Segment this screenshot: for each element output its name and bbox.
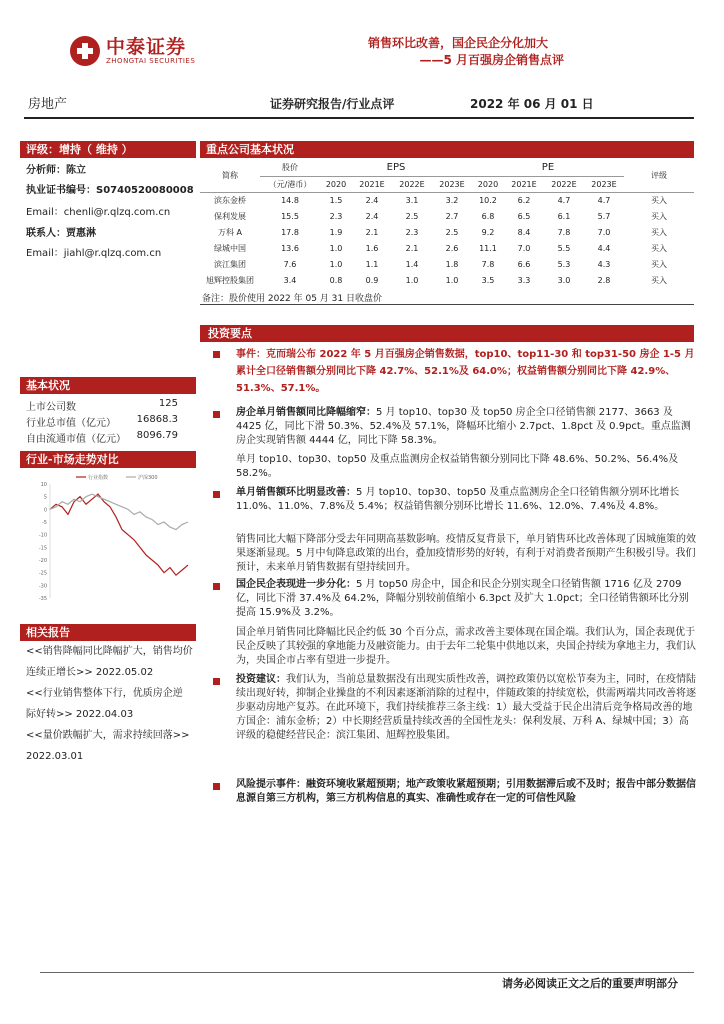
- cert-label: 执业证书编号：: [26, 185, 96, 196]
- logo-mark-icon: [70, 36, 100, 66]
- advice-label: 投资建议：: [236, 674, 286, 685]
- contact-label: 联系人：: [26, 228, 66, 239]
- contact-name: 贾惠淋: [66, 228, 96, 239]
- cell-pe: 4.7: [557, 195, 571, 205]
- cell-eps: 0.9: [365, 275, 379, 285]
- cell-price: 3.4: [283, 275, 297, 285]
- related-report-link[interactable]: <<行业销售整体下行，优质房企逆: [26, 688, 183, 699]
- trend-chart-svg: [26, 470, 194, 610]
- year-header: 2023E: [584, 176, 624, 192]
- year-header: 2020: [472, 176, 504, 192]
- cell-eps: 1.0: [329, 259, 343, 269]
- cell-eps: 2.1: [365, 227, 379, 237]
- report-date: 2022 年 06 月 01 日: [470, 97, 594, 111]
- event-label: 事件：: [236, 349, 266, 360]
- legend-label: 行业指数: [88, 475, 109, 481]
- bullet-icon: [213, 783, 220, 790]
- cell-eps: 1.0: [329, 243, 343, 253]
- cell-rating: 买入: [651, 259, 667, 269]
- cell-eps: 3.2: [445, 195, 459, 205]
- bullet-icon: [213, 351, 220, 358]
- yoy-paragraph: [236, 406, 696, 448]
- y-tick-label: 10: [40, 482, 47, 488]
- cell-price: 7.6: [283, 259, 297, 269]
- cell-pe: 10.2: [479, 195, 497, 205]
- sector-label: 房地产: [28, 97, 68, 112]
- cell-eps: 2.7: [445, 211, 459, 221]
- legend-label: 沪深300: [138, 475, 158, 481]
- cell-eps: 1.1: [365, 259, 379, 269]
- related-report-link[interactable]: 际好转>> 2022.04.03: [26, 709, 134, 720]
- col-price-unit: （元/港币）: [260, 176, 320, 192]
- cell-name: 万科 A: [217, 227, 242, 237]
- rating-bar: 评级：增持（ 维持 ）: [20, 141, 196, 158]
- bullet-icon: [213, 491, 220, 498]
- col-eps: EPS: [320, 160, 472, 176]
- analyst-line: [26, 164, 86, 178]
- year-header: 2022E: [392, 176, 432, 192]
- cell-pe: 6.6: [517, 259, 531, 269]
- cell-eps: 1.5: [329, 195, 343, 205]
- mom-paragraph-2: 销售同比大幅下降部分受去年同期高基数影响。疫情反复背景下，单月销售环比改善体现了因城施策的效果逐渐显现。5 月中旬降息政策的出台，叠加疫情形势的好转，有利于对消费者预期产生积极引导。我们预计，未来单月销售数据有望持续回升。: [236, 534, 696, 573]
- y-tick-label: -10: [38, 532, 47, 539]
- related-report-link[interactable]: <<量价跌幅扩大，需求持续回落>>: [26, 730, 190, 741]
- risk-label: 风险提示事件：: [236, 779, 306, 790]
- cell-rating: 买入: [651, 195, 667, 205]
- cell-eps: 2.5: [445, 227, 459, 237]
- cell-pe: 7.8: [481, 259, 495, 269]
- yoy-paragraph-2: 单月 top10、top30、top50 及重点监测房企权益销售额分别同比下降 48.6%、50.2%、56.4%及 58.2%。: [236, 454, 679, 479]
- cell-pe: 6.8: [481, 211, 495, 221]
- cell-name: 旭辉控股集团: [206, 275, 254, 285]
- cell-eps: 2.4: [365, 195, 379, 205]
- cell-price: 14.8: [281, 195, 299, 205]
- cell-name: 绿城中国: [214, 243, 246, 253]
- mom-paragraph: [236, 486, 696, 514]
- related-report-link[interactable]: 连续正增长>> 2022.05.02: [26, 667, 154, 678]
- bullet-icon: [213, 583, 220, 590]
- cell-pe: 4.3: [597, 259, 611, 269]
- event-paragraph: [236, 346, 696, 397]
- yoy-text: 5 月 top10、top30 及 top50 房企全口径销售额 2177、3663 及 4425 亿，同比下滑 50.3%、52.4%及 57.1%，降幅环比缩小 2.7pct、1.8pct 及 0.9pct。重点监测房企实现销售额 4444 亿，同比下降 58.3%。: [236, 407, 691, 446]
- cert-line: [26, 184, 194, 198]
- cell-eps: 1.0: [405, 275, 419, 285]
- soe-text: 5 月 top50 房企中，国企和民企分别实现全口径销售额 1716 亿及 2709 亿，同比下滑 37.4%及 64.2%，降幅分别较前值缩小 6.3pct 及扩大 1.0pct；全口径销售额环比分别提高 15.9%及 3.2%。: [236, 579, 689, 618]
- table-divider: [200, 304, 694, 305]
- cell-pe: 9.2: [481, 227, 495, 237]
- cell-eps: 1.4: [405, 259, 419, 269]
- y-tick-label: -20: [38, 558, 47, 564]
- stat-row: [26, 414, 178, 429]
- cell-rating: 买入: [651, 243, 667, 253]
- col-price: 股价: [260, 160, 320, 176]
- cell-eps: 1.8: [445, 259, 459, 269]
- year-header: 2021E: [352, 176, 392, 192]
- table-row: [200, 208, 694, 224]
- advice-paragraph: [236, 673, 696, 743]
- stat-value: 8096.79: [136, 430, 178, 441]
- y-tick-label: 5: [43, 494, 47, 501]
- cell-eps: 2.5: [405, 211, 419, 221]
- y-tick-label: -5: [42, 520, 47, 526]
- trend-chart: [26, 470, 194, 610]
- soe-paragraph-2: 国企单月销售同比降幅比民企约低 30 个百分点，需求改善主要体现在国企端。我们认为，国企表现优于民企反映了其较强的拿地能力及融资能力。由于去年二轮集中供地以来，央国企持续为拿地主力，我们认为，央国企市占率有望进一步提升。: [236, 627, 696, 666]
- header-divider: [24, 117, 694, 119]
- logo-en: ZHONGTAI SECURITIES: [106, 57, 196, 65]
- cell-eps: 1.9: [329, 227, 343, 237]
- email-analyst[interactable]: Email：chenli@r.qlzq.com.cn: [26, 207, 171, 218]
- soe-label: 国企民企表现进一步分化：: [236, 579, 356, 590]
- y-tick-label: 0: [43, 507, 47, 514]
- cell-pe: 3.0: [557, 275, 571, 285]
- cell-pe: 4.4: [597, 243, 611, 253]
- year-header: 2023E: [432, 176, 472, 192]
- y-tick-label: -30: [38, 583, 47, 590]
- bullet-icon: [213, 678, 220, 685]
- cell-eps: 3.1: [405, 195, 419, 205]
- cell-eps: 2.4: [365, 211, 379, 221]
- cell-name: 滨东金桥: [214, 195, 246, 205]
- basic-status-title: 基本状况: [20, 377, 196, 394]
- risk-text: 融资环境收紧超预期；地产政策收紧超预期；引用数据滞后或不及时；报告中部分数据信息源自第三方机构，第三方机构信息的真实、准确性或存在一定的可信性风险: [236, 779, 696, 804]
- risk-paragraph: [236, 778, 696, 806]
- bullet-icon: [213, 411, 220, 418]
- stat-label: 上市公司数: [26, 402, 76, 413]
- series-line-0: [50, 494, 188, 575]
- cell-pe: 3.5: [481, 275, 495, 285]
- related-report-link[interactable]: <<销售降幅同比降幅扩大，销售均价: [26, 646, 193, 657]
- report-headline: 销售环比改善，国企民企分化加大: [367, 36, 548, 50]
- y-tick-label: -15: [38, 545, 47, 552]
- stat-label: 自由流通市值（亿元）: [26, 434, 126, 445]
- cell-eps: 2.3: [329, 211, 343, 221]
- contact-line: [26, 227, 96, 241]
- report-type: 证券研究报告/行业点评: [270, 97, 395, 111]
- company-table-title: 重点公司基本状况: [200, 141, 694, 158]
- yoy-label: 房企单月销售额同比降幅缩窄：: [236, 407, 376, 418]
- table-row: [200, 256, 694, 272]
- investment-points-title: 投资要点: [200, 325, 694, 342]
- cell-pe: 4.7: [597, 195, 611, 205]
- cert-number: S0740520080008: [96, 185, 194, 196]
- cell-pe: 6.1: [557, 211, 571, 221]
- company-logo: [70, 36, 195, 66]
- table-row: [200, 240, 694, 256]
- cell-eps: 2.3: [405, 227, 419, 237]
- y-tick-label: -35: [38, 596, 47, 602]
- cell-price: 17.8: [281, 227, 299, 237]
- cell-price: 15.5: [281, 211, 299, 221]
- footer-disclaimer: 请务必阅读正文之后的重要声明部分: [502, 977, 678, 990]
- stat-label: 行业总市值（亿元）: [26, 418, 116, 429]
- stat-value: 16868.3: [136, 414, 178, 425]
- cell-pe: 6.5: [517, 211, 531, 221]
- cell-rating: 买入: [651, 227, 667, 237]
- cell-pe: 6.2: [517, 195, 531, 205]
- cell-rating: 买入: [651, 275, 667, 285]
- report-subheadline: ——5 月百强房企销售点评: [419, 53, 564, 67]
- mom-label: 单月销售额环比明显改善：: [236, 487, 356, 498]
- col-name: 简称: [200, 160, 260, 192]
- cell-price: 13.6: [281, 243, 299, 253]
- cell-pe: 7.8: [557, 227, 571, 237]
- analyst-label: 分析师：: [26, 165, 66, 176]
- cell-eps: 0.8: [329, 275, 343, 285]
- stat-value: 125: [158, 398, 178, 409]
- y-tick-label: -25: [38, 570, 47, 577]
- mom-text: 5 月 top10、top30、top50 及重点监测房企全口径销售额分别环比增长 11.0%、11.0%、7.8%及 5.4%；权益销售额分别环比增长 11.6%、12.0%、7.4%及 4.8%。: [236, 487, 680, 512]
- table-row: [200, 224, 694, 240]
- col-pe: PE: [472, 160, 624, 176]
- year-header: 2022E: [544, 176, 584, 192]
- cell-pe: 7.0: [597, 227, 611, 237]
- table-row: [200, 192, 694, 208]
- stat-row: [26, 398, 178, 413]
- cell-pe: 3.3: [517, 275, 531, 285]
- year-header: 2020: [320, 176, 352, 192]
- cell-pe: 7.0: [517, 243, 531, 253]
- col-rating: 评级: [624, 160, 694, 192]
- cell-name: 滨江集团: [214, 259, 246, 269]
- related-reports-title: 相关报告: [20, 624, 196, 641]
- cell-pe: 5.3: [557, 259, 571, 269]
- trend-title: 行业-市场走势对比: [20, 451, 196, 468]
- related-report-link[interactable]: 2022.03.01: [26, 751, 84, 762]
- cell-pe: 2.8: [597, 275, 611, 285]
- cell-name: 保利发展: [214, 211, 246, 221]
- soe-paragraph: [236, 578, 696, 620]
- analyst-name: 陈立: [66, 165, 86, 176]
- cell-eps: 2.1: [405, 243, 419, 253]
- cell-eps: 1.0: [445, 275, 459, 285]
- cell-pe: 11.1: [479, 243, 497, 253]
- event-text: 克而瑞公布 2022 年 5 月百强房企销售数据，top10、top11-30 和 top31-50 房企 1-5 月累计全口径销售额分别同比下降 42.7%、52.1%及 64.0%；权益销售额分别同比下降 42.9%、51.3%、57.1%。: [236, 349, 695, 394]
- footer-divider: [40, 972, 694, 973]
- cell-pe: 8.4: [517, 227, 531, 237]
- cell-eps: 2.6: [445, 243, 459, 253]
- table-row: [200, 272, 694, 288]
- cell-pe: 5.7: [597, 211, 611, 221]
- company-table: [200, 160, 694, 288]
- table-note: 备注：股价使用 2022 年 05 月 31 日收盘价: [202, 294, 382, 304]
- year-header: 2021E: [504, 176, 544, 192]
- advice-text: 我们认为，当前总量数据没有出现实质性改善，调控政策仍以宽松节奏为主，同时，在疫情陆续出现好转，抑制企业操盘的不利因素逐渐消除的过程中，伴随政策的持续宽松，供需两端共同改善将逐步驱动房地产复苏。在此环境下，我们持续推荐三条主线：1）最大受益于民企出清后竞争格局改善的地方国企：浦东金桥；2）中长期经营质量持续改善的全国性龙头：保利发展、万科 A、绿城中国；3）高评级的稳健经营民企：滨江集团、旭辉控股集团。: [236, 674, 696, 741]
- cell-rating: 买入: [651, 211, 667, 221]
- stat-row: [26, 430, 178, 445]
- cell-pe: 5.5: [557, 243, 571, 253]
- cell-eps: 1.6: [365, 243, 379, 253]
- email-contact[interactable]: Email：jiahl@r.qlzq.com.cn: [26, 248, 162, 259]
- logo-cn: 中泰证券: [106, 36, 187, 58]
